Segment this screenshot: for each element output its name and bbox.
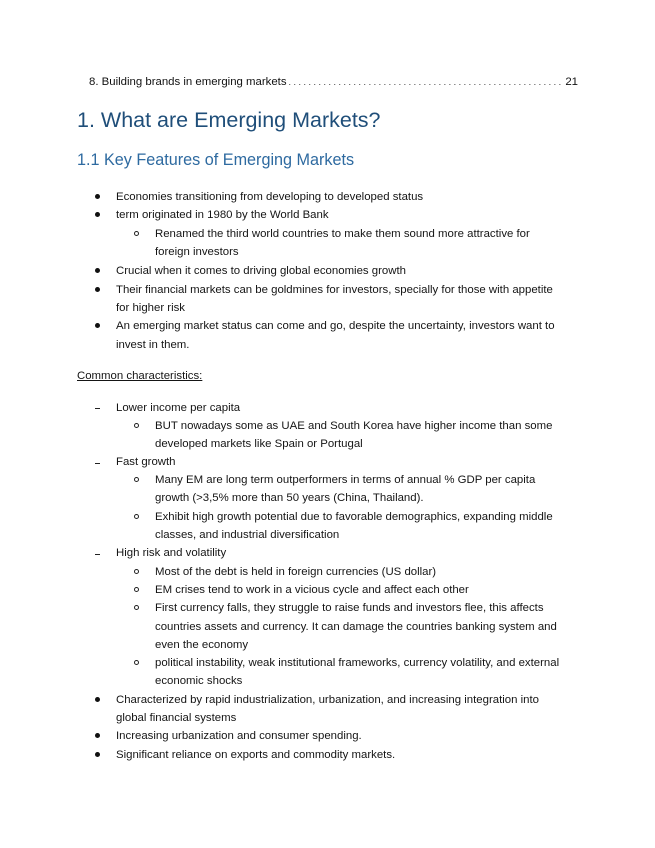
list-item-continuation: for higher risk (116, 302, 186, 314)
sub-bullet-icon (134, 605, 139, 610)
heading-1: 1. What are Emerging Markets? (77, 108, 381, 132)
list-item: Increasing urbanization and consumer spending. (116, 730, 362, 742)
list-item: Significant reliance on exports and commodity markets. (116, 749, 396, 761)
bullet-icon (95, 752, 100, 757)
list-item: Economies transitioning from developing to developed status (116, 191, 424, 203)
common-characteristics-label: Common characteristics: (77, 370, 203, 382)
list-item: First currency falls, they struggle to raise funds and investors flee, this affects (155, 602, 544, 614)
list-item: An emerging market status can come and go, despite the uncertainty, investors want to (116, 320, 555, 332)
list-item: Crucial when it comes to driving global economies growth (116, 265, 406, 277)
bullet-icon (95, 697, 100, 702)
list-item-continuation: growth (>3,5% more than 50 years (China, Thailand). (155, 492, 424, 504)
list-item: Characterized by rapid industrialization, urbanization, and increasing integration into (116, 694, 539, 706)
list-item-continuation: developed markets like Spain or Portugal (155, 438, 363, 450)
list-item: EM crises tend to work in a vicious cycle and affect each other (155, 584, 469, 596)
list-item: Their financial markets can be goldmines for investors, specially for those with appetite (116, 284, 553, 296)
list-item-continuation: countries assets and currency. It can damage the countries banking system and (155, 621, 557, 633)
dash-bullet-icon (95, 463, 100, 464)
list-item: BUT nowadays some as UAE and South Korea have higher income than some (155, 420, 553, 432)
dash-bullet-icon (95, 408, 100, 409)
dash-bullet-icon (95, 554, 100, 555)
list-item: Many EM are long term outperformers in terms of annual % GDP per capita (155, 474, 536, 486)
bullet-icon (95, 212, 100, 217)
toc-entry-page: 21 (565, 76, 578, 88)
bullet-icon (95, 287, 100, 292)
list-item-continuation: even the economy (155, 639, 249, 651)
sub-bullet-icon (134, 231, 139, 236)
list-item: Fast growth (116, 456, 176, 468)
bullet-icon (95, 268, 100, 273)
list-item-continuation: invest in them. (116, 339, 190, 351)
toc-entry[interactable] (89, 76, 578, 92)
list-item-continuation: economic shocks (155, 675, 243, 687)
sub-bullet-icon (134, 587, 139, 592)
bullet-icon (95, 194, 100, 199)
list-item: Lower income per capita (116, 402, 241, 414)
sub-bullet-icon (134, 423, 139, 428)
list-item-continuation: classes, and industrial diversification (155, 529, 340, 541)
list-item-continuation: foreign investors (155, 246, 239, 258)
list-item: High risk and volatility (116, 547, 227, 559)
heading-2: 1.1 Key Features of Emerging Markets (77, 151, 355, 169)
sub-bullet-icon (134, 569, 139, 574)
list-item: term originated in 1980 by the World Bank (116, 209, 329, 221)
list-item: political instability, weak institutional frameworks, currency volatility, and external (155, 657, 560, 669)
toc-entry-label: 8. Building brands in emerging markets (89, 76, 287, 88)
sub-bullet-icon (134, 514, 139, 519)
toc-leader-dots (289, 76, 564, 88)
sub-bullet-icon (134, 477, 139, 482)
bullet-icon (95, 733, 100, 738)
list-item: Renamed the third world countries to make them sound more attractive for (155, 228, 530, 240)
list-item: Exhibit high growth potential due to favorable demographics, expanding middle (155, 511, 553, 523)
sub-bullet-icon (134, 660, 139, 665)
bullet-icon (95, 323, 100, 328)
list-item: Most of the debt is held in foreign currencies (US dollar) (155, 566, 437, 578)
list-item-continuation: global financial systems (116, 712, 237, 724)
